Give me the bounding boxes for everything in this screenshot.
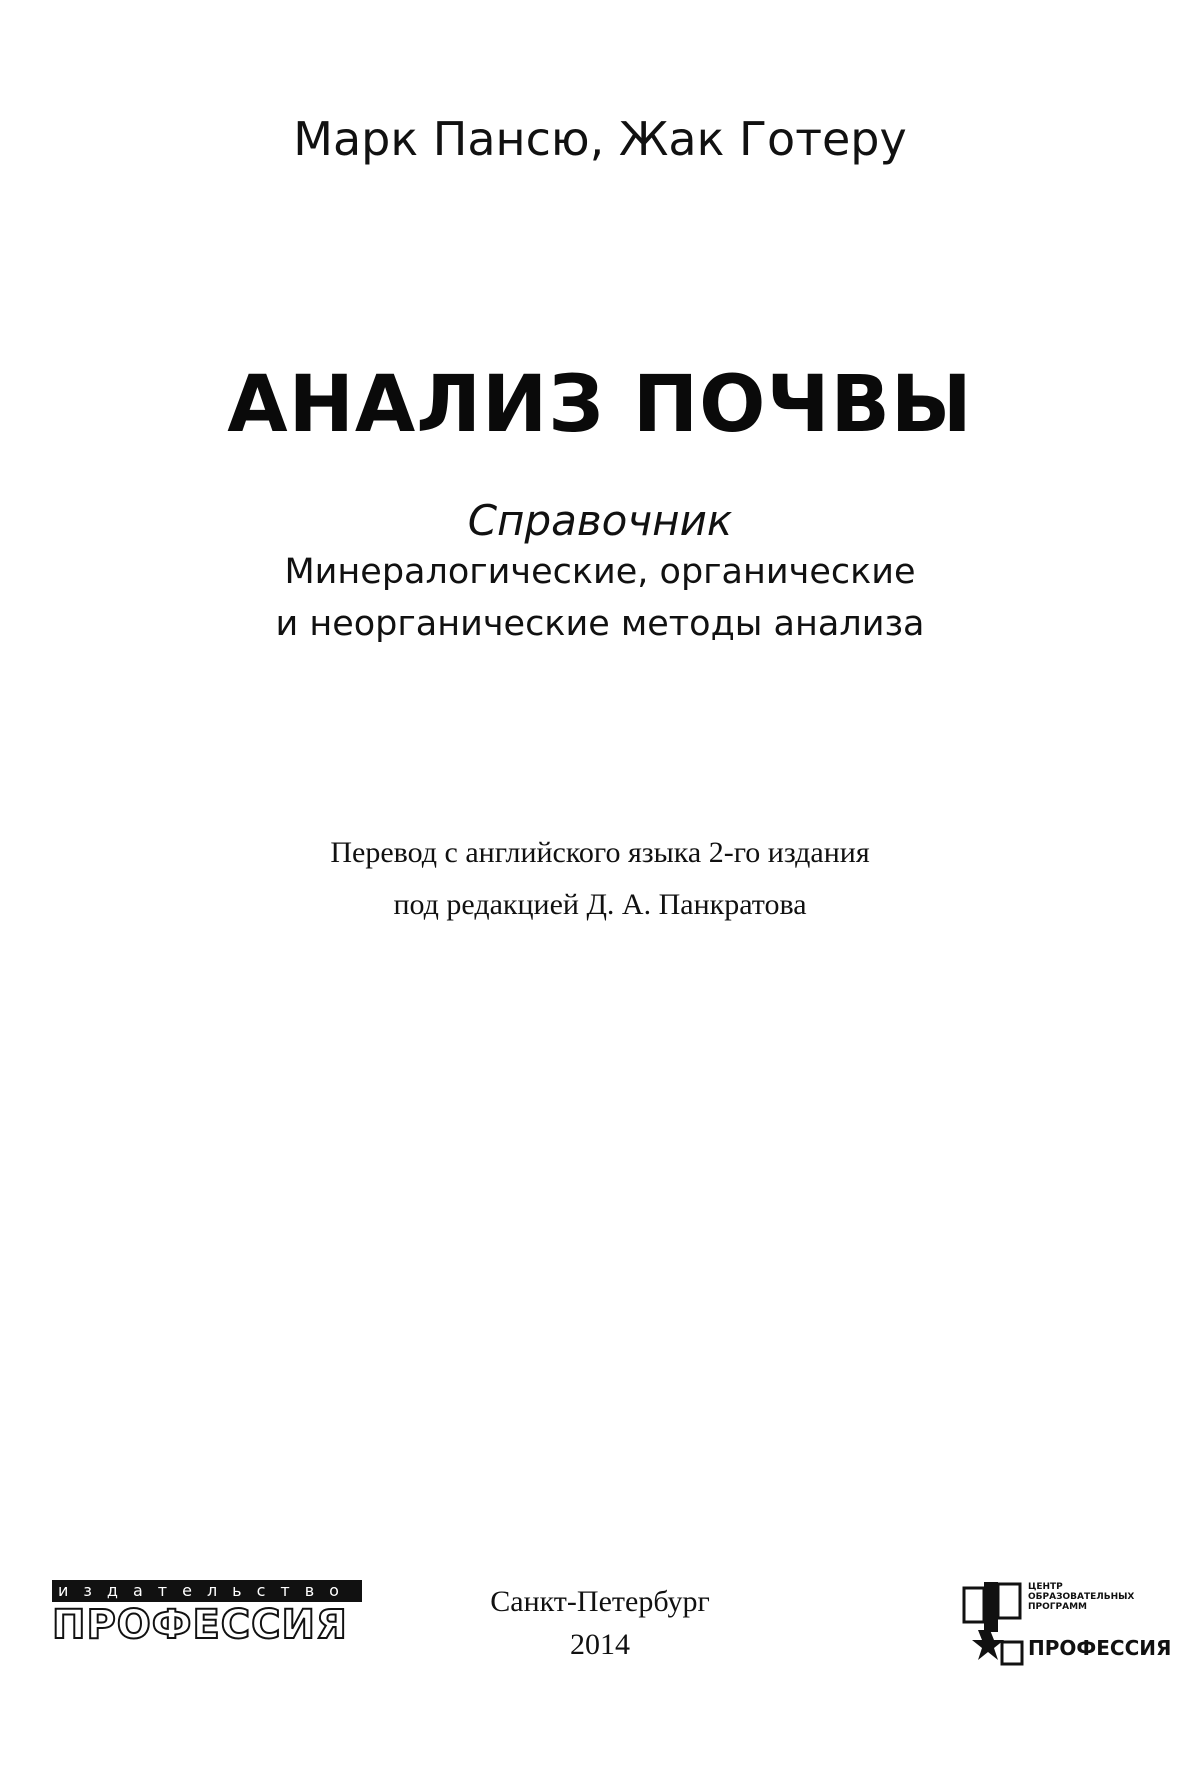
education-center-emblem-icon [958,1578,1028,1668]
imprint-city: Санкт-Петербург [490,1585,710,1618]
imprint-year: 2014 [570,1628,630,1661]
logo-text-name: ПРОФЕССИЯ [1028,1636,1172,1660]
book-title: АНАЛИЗ ПОЧВЫ [227,360,973,450]
translation-note-line-2: под редакцией Д. А. Панкратова [393,888,807,921]
subtitle-line-1: Минералогические, органические [284,552,916,592]
publisher-logo-name: ПРОФЕССИЯ [52,1604,348,1646]
education-center-logo [958,1578,1172,1668]
logo-text-line-2: ОБРАЗОВАТЕЛЬНЫХ [1028,1592,1135,1602]
logo-text-line-3: ПРОГРАММ [1028,1602,1087,1612]
logo-text-line-1: ЦЕНТР [1028,1582,1063,1592]
book-authors: Марк Пансю, Жак Готеру [293,112,907,166]
subtitle-line-2: и неорганические методы анализа [275,604,925,644]
publisher-logo-strip: издательство [52,1580,362,1602]
translation-note-line-1: Перевод с английского языка 2-го издания [330,836,870,869]
book-kind: Справочник [467,496,733,545]
